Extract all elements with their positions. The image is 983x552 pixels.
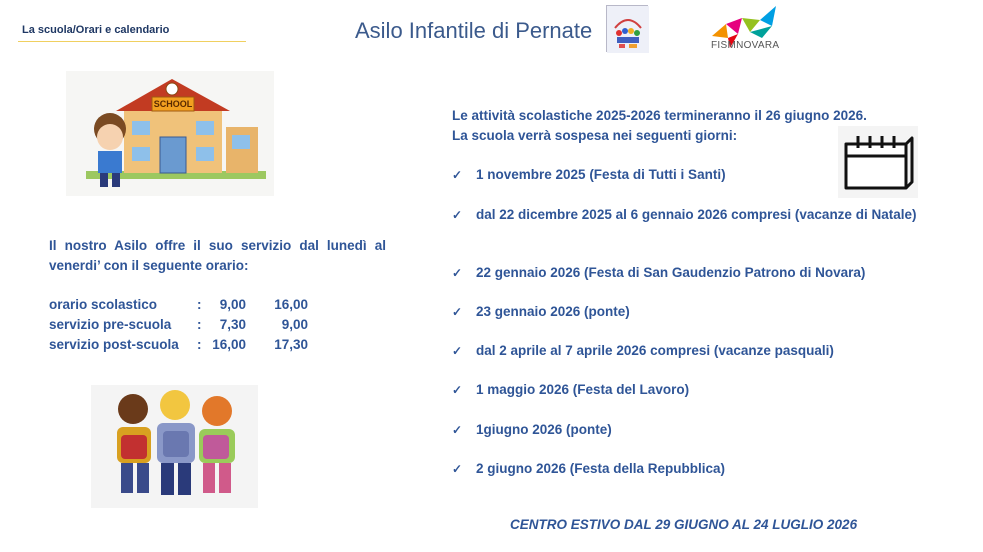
suspension-line: La scuola verrà sospesa nei seguenti giorni: [452, 128, 738, 143]
calendar-icon [838, 126, 918, 198]
closure-date: 1giugno 2026 (ponte) [476, 422, 612, 437]
hours-row [49, 295, 349, 315]
list-item [452, 420, 922, 440]
hours-row [49, 335, 349, 355]
summer-camp-notice: CENTRO ESTIVO DAL 29 GIUGNO AL 24 LUGLIO 2026 [510, 517, 858, 532]
kids-illustration [91, 385, 258, 508]
check-icon: ✓ [452, 305, 463, 319]
list-item [452, 380, 922, 400]
hours-row [49, 315, 349, 335]
check-icon: ✓ [452, 168, 463, 182]
hours-colon: : [197, 337, 202, 352]
school-illustration [66, 71, 274, 196]
closure-date: 1 maggio 2026 (Festa del Lavoro) [476, 382, 690, 397]
end-date-line: Le attività scolastiche 2025-2026 termineranno il 26 giugno 2026. [452, 108, 867, 123]
check-icon: ✓ [452, 266, 463, 280]
hours-end: 17,30 [274, 337, 308, 352]
hours-start: 7,30 [219, 317, 246, 332]
check-icon: ✓ [452, 423, 463, 437]
list-item [452, 263, 922, 283]
hours-start: 9,00 [219, 297, 246, 312]
list-item [452, 302, 922, 322]
check-icon: ✓ [452, 208, 463, 222]
list-item [452, 459, 922, 479]
check-icon: ✓ [452, 344, 463, 358]
fism-logo-text: FISMNOVARA [711, 40, 780, 51]
page-title: Asilo Infantile di Pernate [355, 18, 593, 43]
hours-label: servizio post-scuola [49, 337, 179, 352]
list-item [452, 165, 922, 185]
hours-end: 9,00 [281, 317, 308, 332]
list-item [452, 341, 922, 361]
hours-table [49, 295, 349, 355]
calendar-drawing [838, 126, 918, 198]
hours-label: orario scolastico [49, 297, 158, 312]
hours-colon: : [197, 297, 202, 312]
hours-colon: : [197, 317, 202, 332]
calendar-intro [452, 106, 867, 146]
check-icon: ✓ [452, 462, 463, 476]
closure-date: dal 2 aprile al 7 aprile 2026 compresi (vacanze pasquali) [476, 343, 834, 358]
closure-date: 22 gennaio 2026 (Festa di San Gaudenzio Patrono di Novara) [476, 265, 866, 280]
hours-end: 16,00 [274, 297, 308, 312]
closure-date: 1 novembre 2025 (Festa di Tutti i Santi) [476, 167, 726, 182]
closure-date: 23 gennaio 2026 (ponte) [476, 304, 630, 319]
list-item [452, 205, 922, 225]
asilo-logo-graphic [607, 6, 649, 53]
closure-date: 2 giugno 2026 (Festa della Repubblica) [476, 461, 726, 476]
school-sign-text: SCHOOL [153, 99, 193, 109]
hours-start: 16,00 [212, 337, 246, 352]
kids-with-backpacks-drawing [91, 385, 258, 508]
closure-date: dal 22 dicembre 2025 al 6 gennaio 2026 compresi (vacanze di Natale) [476, 207, 917, 222]
breadcrumb-underline [18, 41, 246, 42]
school-building-drawing [66, 71, 274, 196]
breadcrumb[interactable]: La scuola/Orari e calendario [22, 24, 170, 36]
asilo-logo [606, 5, 648, 52]
hours-label: servizio pre-scuola [49, 317, 172, 332]
check-icon: ✓ [452, 383, 463, 397]
schedule-intro: Il nostro Asilo offre il suo servizio dal lunedì al venerdi’ con il seguente orario: [49, 238, 386, 273]
